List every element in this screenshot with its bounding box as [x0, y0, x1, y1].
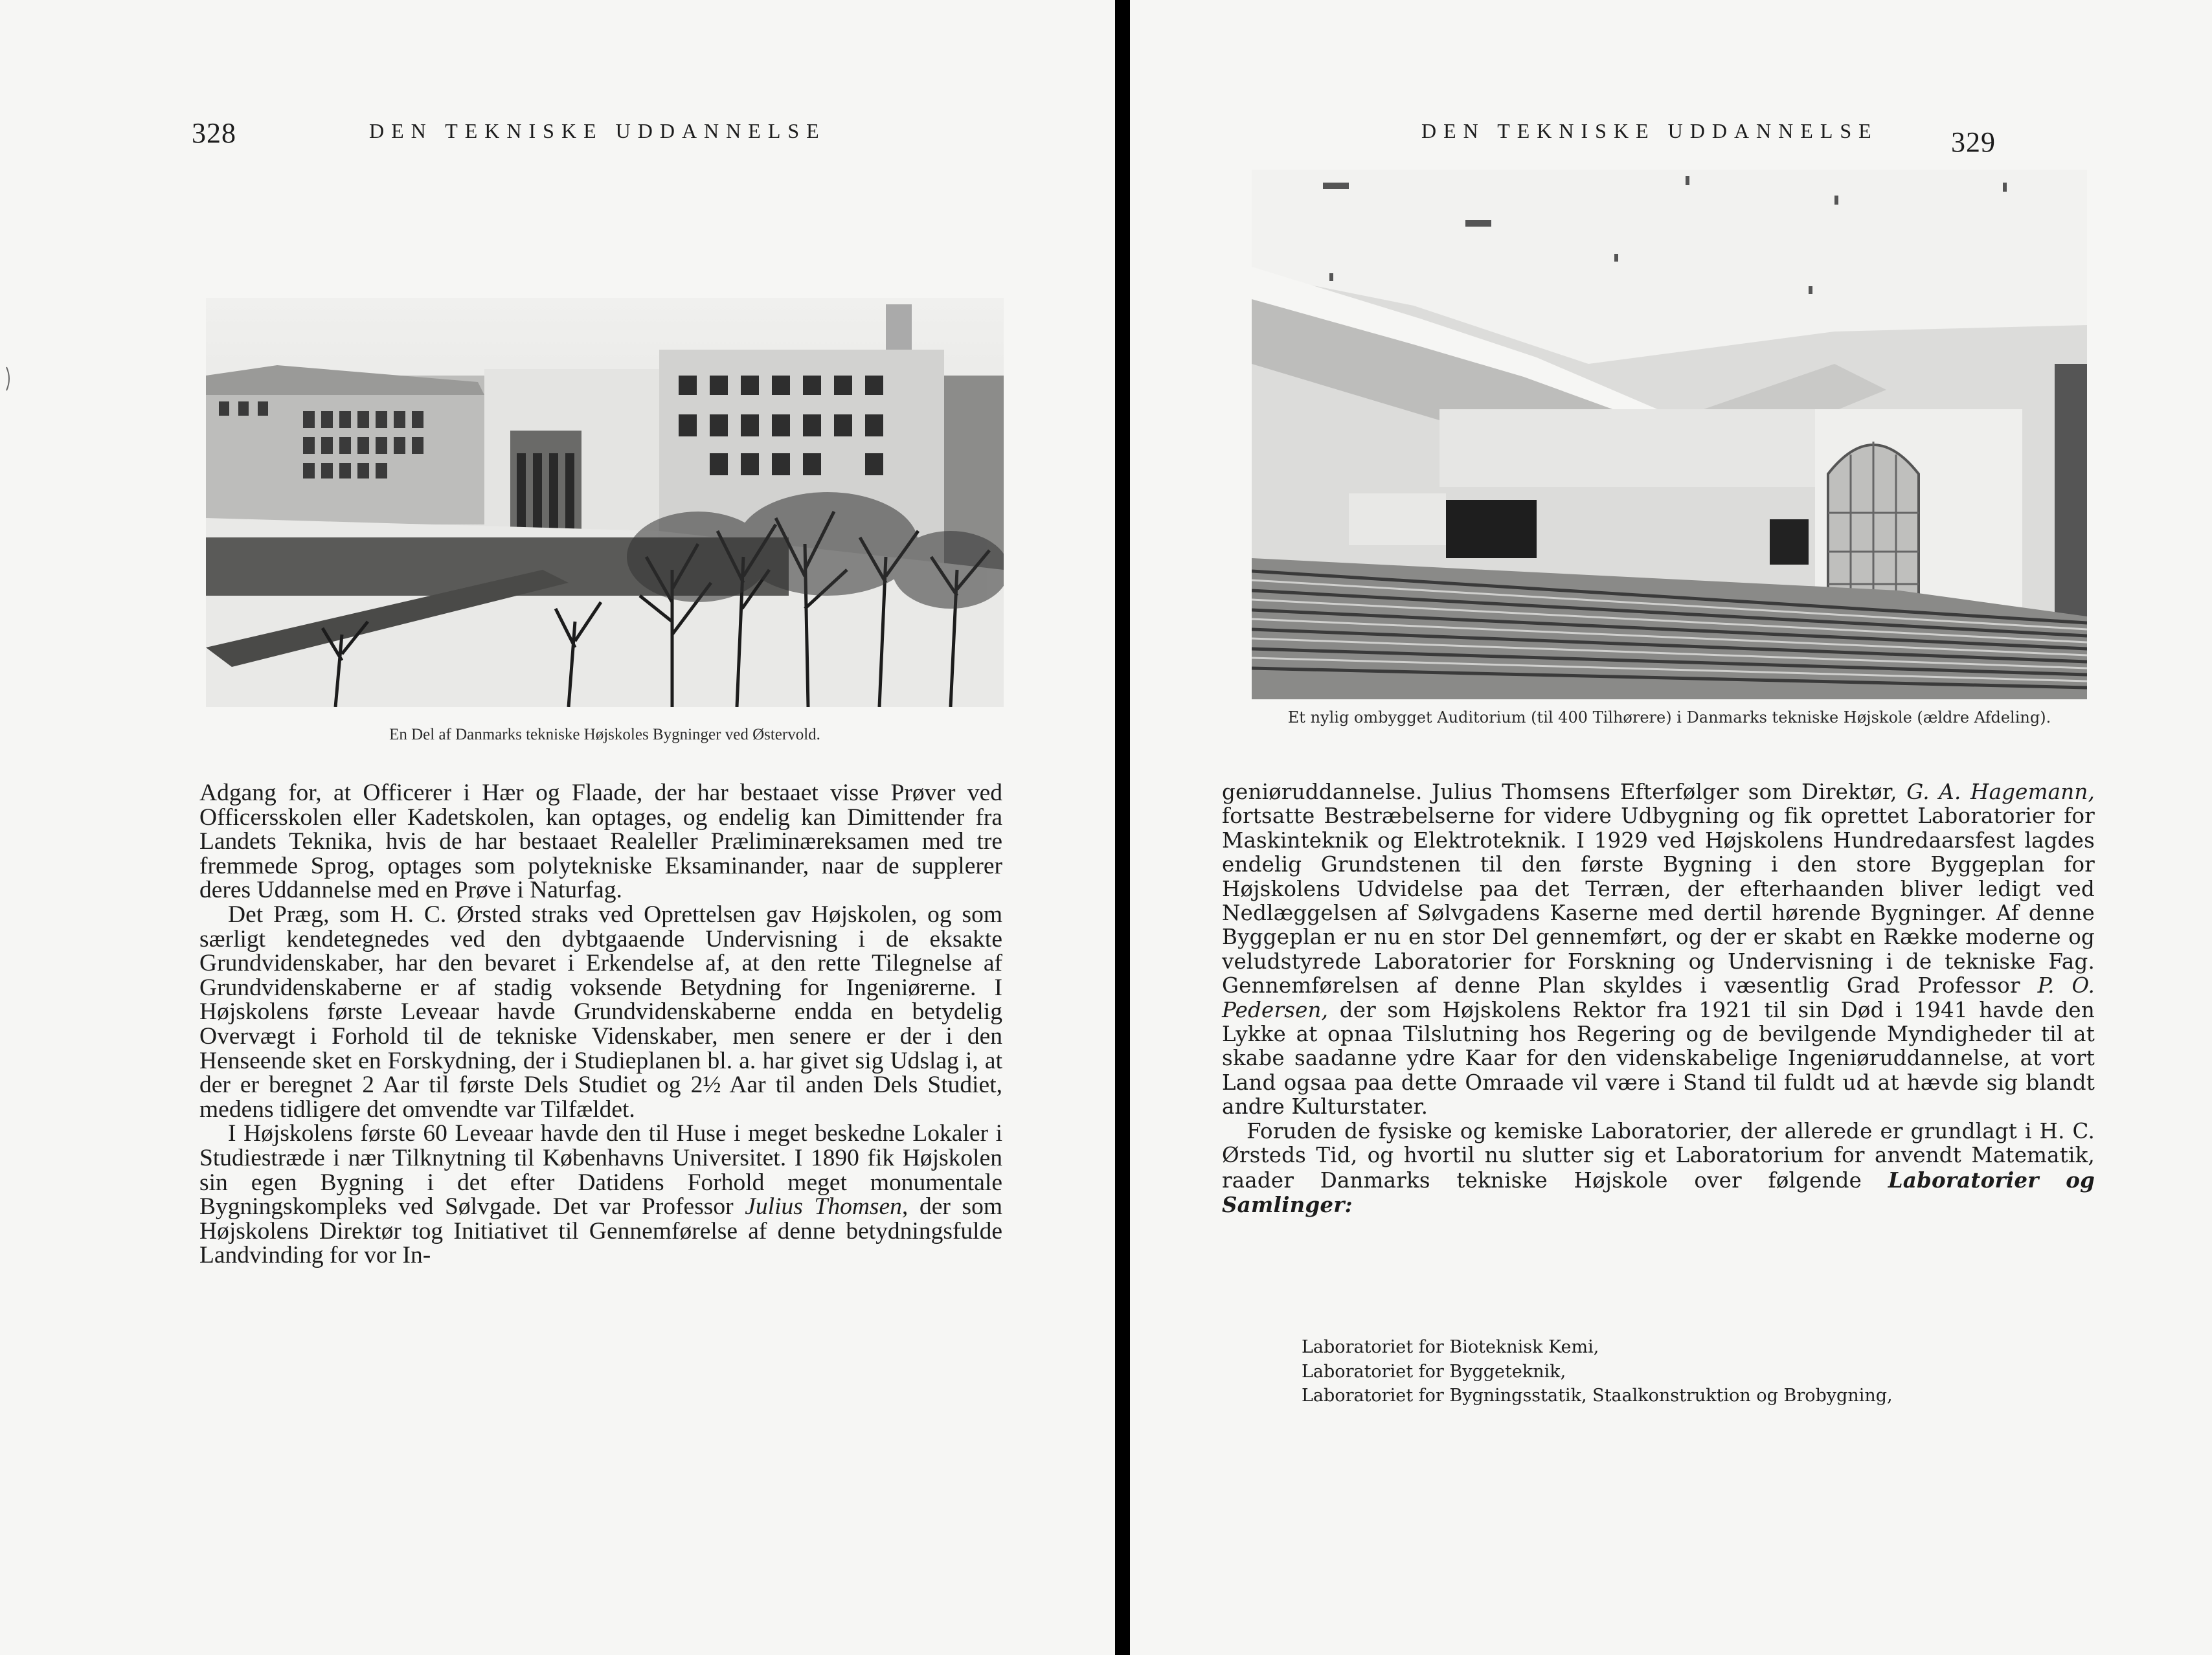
margin-mark	[4, 366, 13, 392]
text-run: fortsatte Bestræbelserne for videre Udbygning og fik oprettet Laboratorier for Maskinteknik og Elektroteknik. I 1929 ved Højskolens Hundredaarsfest lagdes endelig Grundstenen til den første Bygning i den store Byggeplan for Højskolens Udvidelse paa det Terræn, der efterhaanden bliver ledigt ved Nedlæggelsen af Sølvgadens Kaserne med dertil hørende Bygninger. Af denne Byggeplan er nu en stor Del gennemført, og der er skabt en Række moderne og veludstyrede Laboratorier for Forskning og Undervisning i de tekniske Fag. Gennemførelsen af denne Plan skyldes i væsentlig Grad Professor	[1222, 804, 2095, 998]
paragraph	[1222, 1120, 2095, 1218]
running-head: DEN TEKNISKE UDDANNELSE	[1421, 119, 1879, 142]
paragraph	[1222, 780, 2095, 1120]
emphasized-name: Julius Thomsen,	[745, 1193, 909, 1221]
paragraph	[199, 1121, 1002, 1268]
running-head: DEN TEKNISKE UDDANNELSE	[369, 119, 826, 142]
laboratories-list	[1302, 1335, 1893, 1408]
figure-caption: En Del af Danmarks tekniske Højskoles Bygninger ved Østervold.	[389, 726, 820, 743]
paragraph	[199, 781, 1002, 903]
text-run: geniøruddannelse. Julius Thomsens Efterfølger som Direktør,	[1222, 780, 1907, 804]
page-number: 328	[192, 117, 236, 149]
emphasized-name: P. O. Pedersen,	[1222, 973, 2095, 1022]
buildings-illustration	[206, 298, 1004, 707]
right-header	[1130, 117, 2212, 158]
laboratory-item: Laboratoriet for Bygningsstatik, Staalkonstruktion og Brobygning,	[1302, 1386, 1893, 1406]
paragraph	[199, 903, 1002, 1121]
laboratory-item: Laboratoriet for Byggeteknik,	[1302, 1361, 1566, 1382]
right-body-text	[1222, 780, 2095, 1217]
photo-buildings-oestervold	[206, 298, 1004, 707]
text-run: der som Højskolens Direktør tog Initiativet til Gennemførelse af denne betydningsfulde Landvinding for vor In-	[199, 1193, 1002, 1269]
text-run: I Højskolens første 60 Leveaar havde den til Huse i meget beskedne Lokaler i Studiestræde i nær Tilknytning til Københavns Universitet. I 1890 fik Højskolen sin egen Bygning i det efter Datidens Forhold meget monumentale Bygningskompleks ved Sølvgade. Det var Professor	[199, 1120, 1002, 1221]
emphasized-name: Laboratorier og Samlinger:	[1222, 1167, 2095, 1217]
left-body-text	[199, 781, 1002, 1268]
text-run: der som Højskolens Rektor fra 1921 til sin Død i 1941 havde den Lykke at opnaa Tilslutning hos Regering og de bevilgende Myndigheder til at skabe saadanne ydre Kaar for den videnskabelige Ingeniøruddannelse, at vort Land ogsaa paa dette Omraade vil være i Stand til fuldt ud at hævde sig blandt andre Kulturstater.	[1222, 997, 2095, 1120]
figure-caption: Et nylig ombygget Auditorium (til 400 Tilhørere) i Danmarks tekniske Højskole (ældre Afdeling).	[1287, 708, 2051, 726]
text-run: Det Præg, som H. C. Ørsted straks ved Oprettelsen gav Højskolen, og som særligt kendetegnedes ved den dybtgaaende Undervisning i de eksakte Grundvidenskaber, har den bevaret i Erkendelse af, at den rette Tilegnelse af Grundvidenskaberne er af stadig voksende Betydning for Ingeniørerne. I Højskolens første Leveaar havde Grundvidenskaberne endda en betydelig Overvægt i Forhold til de tekniske Videnskaber, men senere er der i den Henseende sket en Forskydning, der i Studieplanen bl. a. har givet sig Udslag i, at der er beregnet 2 Aar til første Dels Studiet og 2½ Aar til anden Dels Studiet, medens tidligere det omvendte var Tilfældet.	[199, 901, 1002, 1123]
laboratory-item: Laboratoriet for Bioteknisk Kemi,	[1302, 1337, 1599, 1357]
auditorium-illustration	[1252, 170, 2087, 699]
page-number: 329	[1951, 126, 1996, 158]
emphasized-name: G. A. Hagemann,	[1906, 780, 2095, 804]
photo-auditorium	[1252, 170, 2087, 699]
text-run: Adgang for, at Officerer i Hær og Flaade, der har bestaaet visse Prøver ved Officersskolen eller Kadetskolen, kan optages, og endelig kan Dimittender fra Landets Teknika, hvis de har bestaaet Realeller Præliminæreksamen med tre fremmede Sprog, optages som polytekniske Eksaminander, naar de supplerer deres Uddannelse med en Prøve i Naturfag.	[199, 780, 1002, 904]
text-run: Foruden de fysiske og kemiske Laboratorier, der allerede er grundlagt i H. C. Ørsteds Tid, og hvortil nu slutter sig et Laboratorium for anvendt Matematik, raader Danmarks tekniske Højskole over følgende	[1222, 1118, 2095, 1193]
left-header	[0, 117, 1115, 155]
